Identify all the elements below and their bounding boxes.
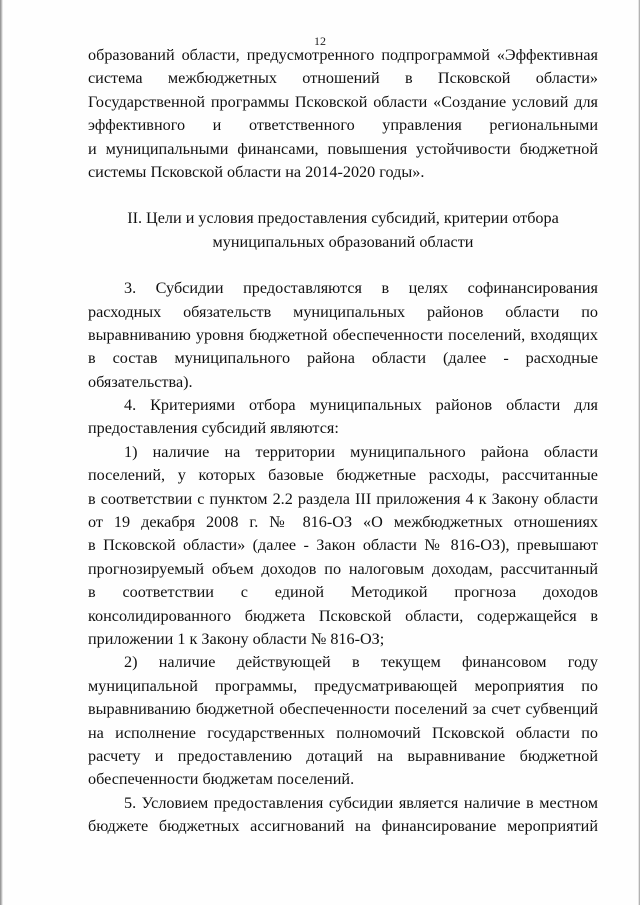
text-line: 2) наличие действующей в текущем финансовом году [124,653,598,672]
text-line: расчету и предоставлению дотаций на выравнивание бюджетной [88,746,598,765]
page-number: 12 [314,34,326,48]
text-line: муниципальной программы, предусматривающей мероприятия по [88,676,598,695]
text-line: выравниванию бюджетной обеспеченности поселений за счет субвенций [88,700,598,719]
text-line: 5. Условием предоставления субсидии является наличие в местном [124,793,598,812]
text-line: 3. Субсидии предоставляются в целях софинансирования [124,279,598,298]
intro-paragraph [88,44,598,184]
text-line: прогнозируемый объем доходов по налоговым доходам, рассчитанный [88,559,598,578]
text-line: от 19 декабря 2008 г. № 816-ОЗ «О межбюджетных отношениях [88,513,598,532]
text-line: 4. Критериями отбора муниципальных районов области для [124,396,598,415]
text-line: эффективного и ответственного управления региональными [88,116,598,135]
text-line: расходных обязательств муниципальных районов области по [88,302,598,321]
document-body [88,44,598,839]
text-line: предоставления субсидий являются: [88,419,339,438]
text-line: выравниванию уровня бюджетной обеспеченности поселений, входящих [88,325,598,344]
text-line: бюджете бюджетных ассигнований на финансирование мероприятий [88,817,598,836]
text-line: на исполнение государственных полномочий Псковской области по [88,723,598,742]
text-line: поселений, у которых базовые бюджетные расходы, рассчитанные [88,466,598,485]
scan-left-edge [0,0,3,905]
text-line: и муниципальными финансами, повышения устойчивости бюджетной [88,139,598,158]
text-line: приложении 1 к Закону области № 816-ОЗ; [88,629,385,648]
paragraph-3 [88,277,598,394]
text-line: Государственной программы Псковской области «Создание условий для [88,92,598,111]
text-line: в Псковской области» (далее - Закон области № 816-ОЗ), превышают [88,536,598,555]
section-heading [88,207,598,254]
paragraph-5 [88,792,598,839]
text-line: система межбюджетных отношений в Псковской области» [88,69,598,88]
text-line: образований области, предусмотренного подпрограммой «Эффективная [88,46,598,64]
text-line: обеспеченности бюджетам поселений. [88,770,355,789]
section-heading-line: муниципальных образований области [212,232,474,251]
text-line: 1) наличие на территории муниципального района области [124,442,598,461]
text-line: обязательства). [88,372,193,391]
text-line: консолидированного бюджета Псковской области, содержащейся в [88,606,598,625]
text-line: в соответствии с пунктом 2.2 раздела III приложения 4 к Закону области [88,489,598,508]
criteria-item-1 [88,441,598,652]
text-line: системы Псковской области на 2014-2020 годы». [88,162,425,181]
paragraph-4 [88,394,598,441]
text-line: в состав муниципального района области (далее - расходные [88,349,598,368]
section-heading-line: II. Цели и условия предоставления субсидий, критерии отбора [127,209,559,228]
criteria-item-2 [88,651,598,791]
text-line: в соответствии с единой Методикой прогноза доходов [88,583,598,602]
